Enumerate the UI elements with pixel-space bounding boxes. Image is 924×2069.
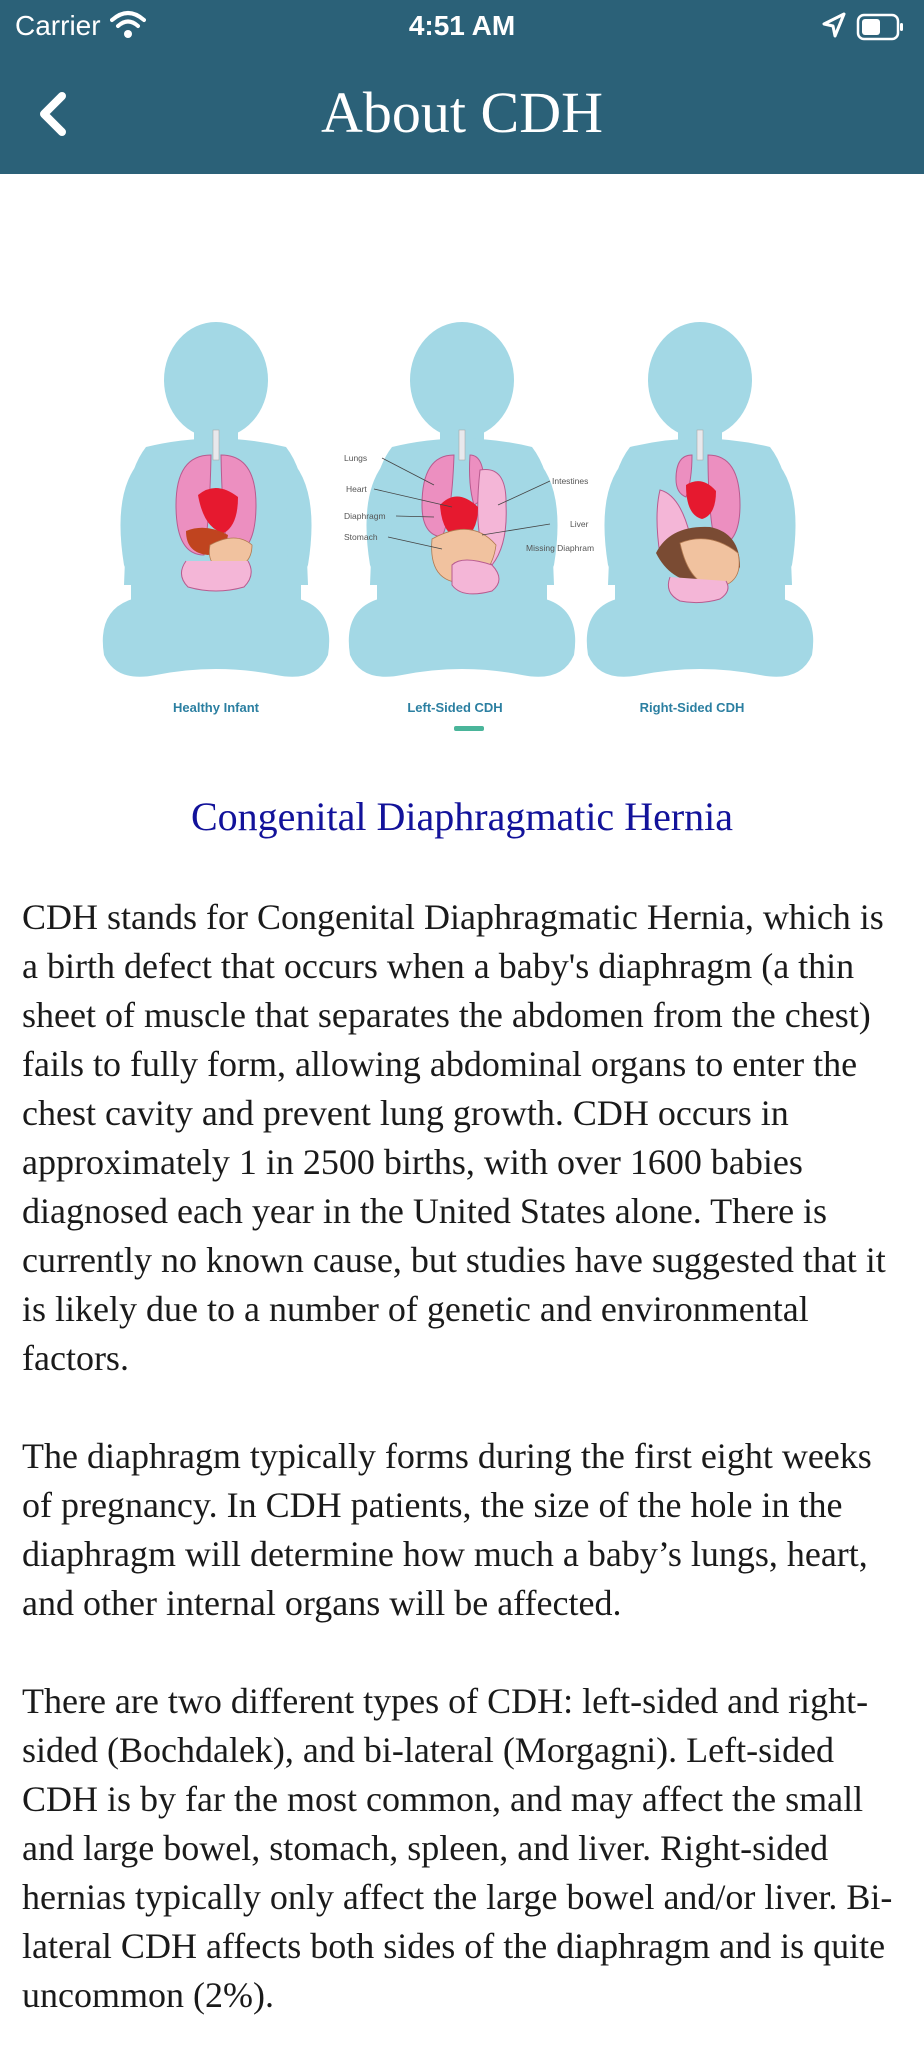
paragraph-types: There are two different types of CDH: left-sided and right-sided (Bochdalek), and bi-lateral (Morgagni). Left-sided CDH is by far the most common, and may affect the small and large bowel, stomach, spleen, and liver. Right-sided hernias typically only affect the large bowel and/or liver. Bi-lateral CDH affects both sides of the diaphragm and is quite uncommon (2%). xyxy=(22,1681,893,2015)
status-bar xyxy=(0,0,924,56)
callout-missing-diaphragm: Missing Diaphram xyxy=(526,543,595,553)
article-body xyxy=(22,893,902,2069)
callout-liver: Liver xyxy=(570,519,589,529)
location-arrow-icon xyxy=(822,12,846,45)
navigation-bar xyxy=(0,56,924,174)
healthy-infant-panel xyxy=(103,322,329,677)
callout-diaphragm: Diaphragm xyxy=(344,511,386,521)
paragraph-formation: The diaphragm typically forms during the first eight weeks of pregnancy. In CDH patients, the size of the hole in the diaphragm will determine how much a baby’s lungs, heart, and other internal organs will be affected. xyxy=(22,1436,872,1623)
clock: 4:51 AM xyxy=(408,10,516,41)
left-sided-cdh-panel xyxy=(344,322,594,677)
callout-lungs: Lungs xyxy=(344,453,368,463)
label-left-sided-cdh: Left-Sided CDH xyxy=(407,700,503,715)
battery-icon xyxy=(856,12,906,47)
label-right-sided-cdh: Right-Sided CDH xyxy=(639,700,745,715)
page-title: About CDH xyxy=(321,80,603,145)
right-sided-cdh-panel xyxy=(587,322,813,677)
cdh-illustration xyxy=(0,250,924,750)
label-healthy-infant: Healthy Infant xyxy=(173,700,259,715)
callout-stomach: Stomach xyxy=(344,532,378,542)
carrier-label: Carrier xyxy=(15,10,101,41)
callout-heart: Heart xyxy=(346,484,367,494)
callout-intestines: Intestines xyxy=(552,476,589,486)
section-heading: Congenital Diaphragmatic Hernia xyxy=(190,794,734,839)
paragraph-intro: CDH stands for Congenital Diaphragmatic Hernia, which is a birth defect that occurs when a baby's diaphragm (a thin sheet of muscle that separates the abdomen from the chest) fails to fully form, allowing abdominal organs to enter the chest cavity and prevent lung growth. CDH occurs in approximately 1 in 2500 births, with over 1600 babies diagnosed each year in the United States alone. There is currently no known cause, but studies have suggested that it is likely due to a number of genetic and environmental factors. xyxy=(22,897,886,1378)
carousel-page-indicator[interactable] xyxy=(454,726,484,731)
